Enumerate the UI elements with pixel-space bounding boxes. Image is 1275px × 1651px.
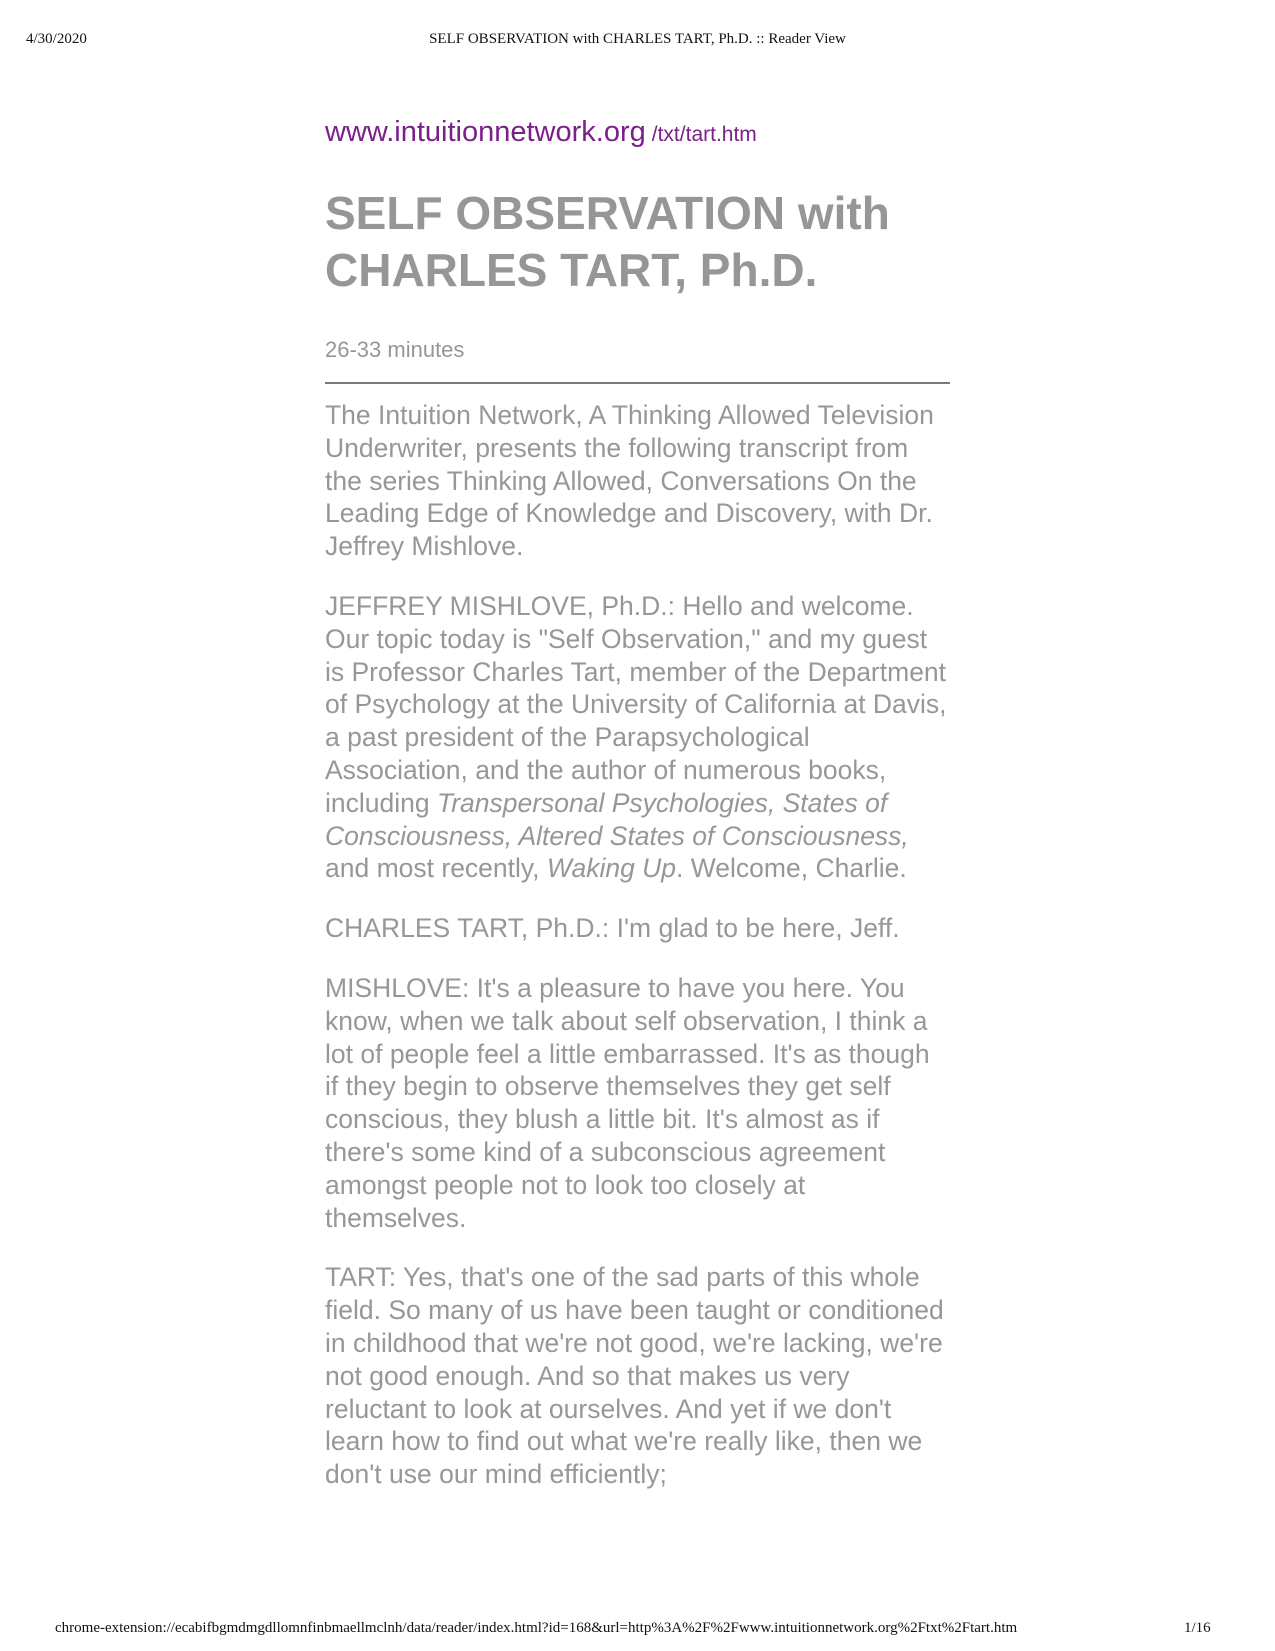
print-date: 4/30/2020 [26, 31, 87, 47]
book-titles-italic: Transpersonal Psychologies, States of Consciousness, Altered States of Consciousness, [325, 787, 909, 851]
print-footer-url: chrome-extension://ecabifbgmdmgdllomnfinbmaellmclnh/data/reader/index.html?id=168&url=http%3A%2F%2Fwww.intuitionnetwork.org%2Ftxt%2Ftart.htm [55, 1620, 1018, 1636]
source-domain[interactable]: www.intuitionnetwork.org [325, 116, 646, 148]
paragraph-mishlove-intro [325, 590, 950, 885]
source-link[interactable] [325, 118, 950, 147]
article-body [325, 399, 950, 1491]
paragraph-text: and most recently, [325, 853, 547, 884]
book-title-italic: Waking Up [546, 853, 677, 884]
paragraph-tart-greeting: CHARLES TART, Ph.D.: I'm glad to be here, Jeff. [325, 913, 900, 944]
paragraph-text: JEFFREY MISHLOVE, Ph.D.: Hello and welcome. Our topic today is "Self Observation," and my guest is Professor Charles Tart, member of the Department of Psychology at the University of California at Davis, a past president of the Parapsychological Association, and the author of numerous books, including [325, 590, 947, 818]
source-path[interactable]: /txt/tart.htm [651, 123, 757, 146]
reader-article [325, 118, 950, 1518]
print-page-title: SELF OBSERVATION with CHARLES TART, Ph.D. :: Reader View [429, 31, 846, 47]
title-divider [325, 382, 950, 384]
paragraph-text: . Welcome, Charlie. [676, 853, 907, 884]
paragraph-mishlove-question: MISHLOVE: It's a pleasure to have you here. You know, when we talk about self observation, I think a lot of people feel a little embarrassed. It's as though if they begin to observe themselves they get self conscious, they blush a little bit. It's almost as if there's some kind of a subconscious agreement amongst people not to look too closely at themselves. [325, 972, 930, 1233]
print-page-number: 1/16 [1184, 1620, 1211, 1636]
article-title: SELF OBSERVATION with CHARLES TART, Ph.D. [325, 187, 890, 296]
paragraph-tart-answer: TART: Yes, that's one of the sad parts of this whole field. So many of us have been taught or conditioned in childhood that we're not good, we're lacking, we're not good enough. And so that makes us very reluctant to look at ourselves. And yet if we don't learn how to find out what we're really like, then we don't use our mind efficiently; [325, 1262, 944, 1490]
reading-time: 26-33 minutes [325, 337, 465, 362]
paragraph-intro: The Intuition Network, A Thinking Allowed Television Underwriter, presents the following transcript from the series Thinking Allowed, Conversations On the Leading Edge of Knowledge and Discovery, with Dr. Jeffrey Mishlove. [325, 400, 934, 562]
